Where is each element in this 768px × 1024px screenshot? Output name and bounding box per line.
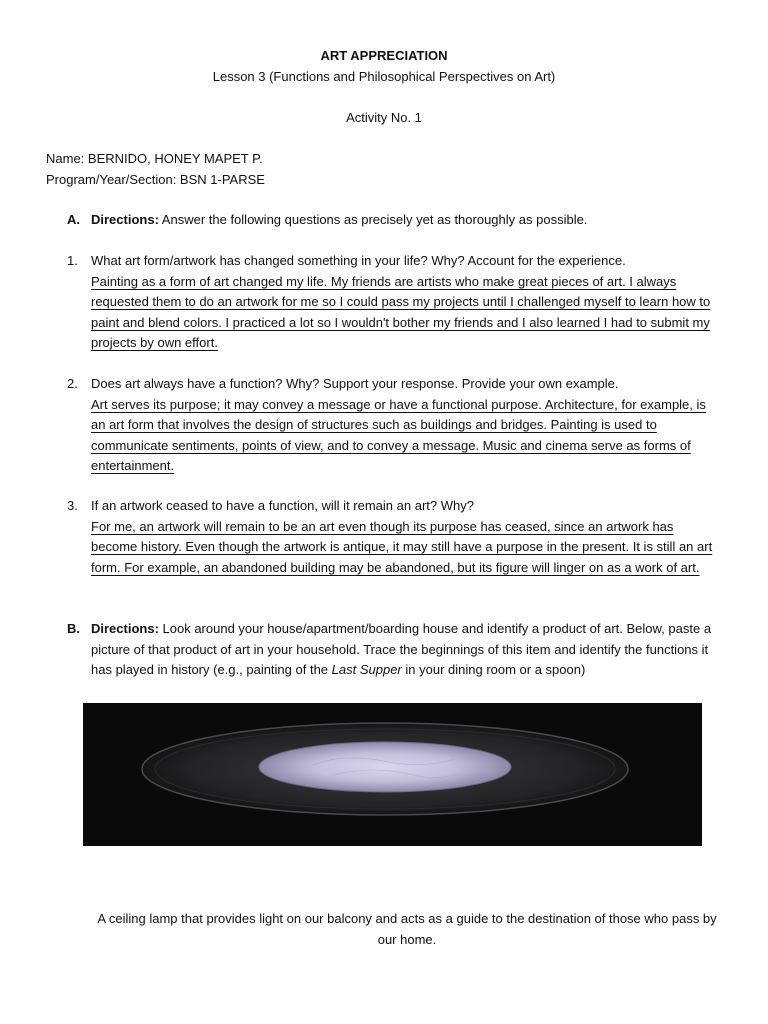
section-a — [67, 210, 723, 231]
lesson-title: Lesson 3 (Functions and Philosophical Perspectives on Art) — [212, 69, 556, 84]
section-a-text: Answer the following questions as precisely yet as thoroughly as possible. — [158, 212, 588, 227]
photo-caption: A ceiling lamp that provides light on our balcony and acts as a guide to the destination of those who pass by our home. — [97, 911, 717, 947]
section-b-label: Directions: — [91, 621, 159, 636]
section-b-text-before: Look around your house/apartment/boarding house and identify a product of art. Below, paste a picture of that product of art in your household. Trace the beginnings of this item and identify the functions it has played in history (e.g., painting of the — [91, 621, 712, 677]
activity-number: Activity No. 1 — [346, 110, 422, 125]
answer-text: Painting as a form of art changed my life. My friends are artists who make great pieces of art. I always requested them to do an artwork for me so I could pass my projects until I challenged myself to learn how to paint and blend colors. I practiced a lot so I wouldn't bother my friends and I also learned I had to submit my projects by own effort. — [91, 273, 711, 350]
section-a-directions — [91, 210, 723, 231]
answer-text: For me, an artwork will remain to be an art even though its purpose has ceased, since an artwork has become history. Even though the artwork is antique, it may still have a purpose in the present. It is still an art form. For example, an abandoned building may be abandoned, but its figure will linger on as a work of art. — [91, 518, 713, 575]
question-number: 2. — [67, 376, 78, 391]
section-b-italic: Last Supper — [331, 662, 402, 677]
question-text: If an artwork ceased to have a function, will it remain an art? Why? — [91, 498, 474, 513]
ceiling-lamp-icon — [83, 703, 702, 846]
question-text: What art form/artwork has changed something in your life? Why? Account for the experience. — [91, 253, 626, 268]
section-b-marker: B. — [67, 621, 80, 636]
section-b-text-after: in your dining room or a spoon) — [401, 662, 586, 677]
section-b — [67, 619, 723, 681]
section-a-label: Directions: — [91, 212, 159, 227]
program-year-section: Program/Year/Section: BSN 1-PARSE — [46, 172, 265, 187]
question-number: 1. — [67, 253, 78, 268]
question-text: Does art always have a function? Why? Support your response. Provide your own example. — [91, 376, 619, 391]
section-a-marker: A. — [67, 212, 80, 227]
question-number: 3. — [67, 498, 78, 513]
section-b-directions — [91, 619, 723, 681]
question-item — [67, 251, 723, 354]
ceiling-lamp-photo — [83, 703, 702, 846]
document-title: ART APPRECIATION — [320, 48, 448, 63]
answer-text: Art serves its purpose; it may convey a message or have a functional purpose. Architecture, for example, is an art form that involves the design of structures such as buildings and bridges. Painting is used to communicate sentiments, points of view, and to convey a message. Music and cinema serve as forms of entertainment. — [91, 396, 706, 473]
student-name: Name: BERNIDO, HONEY MAPET P. — [46, 151, 263, 166]
question-item — [67, 374, 723, 477]
question-item — [67, 496, 723, 578]
